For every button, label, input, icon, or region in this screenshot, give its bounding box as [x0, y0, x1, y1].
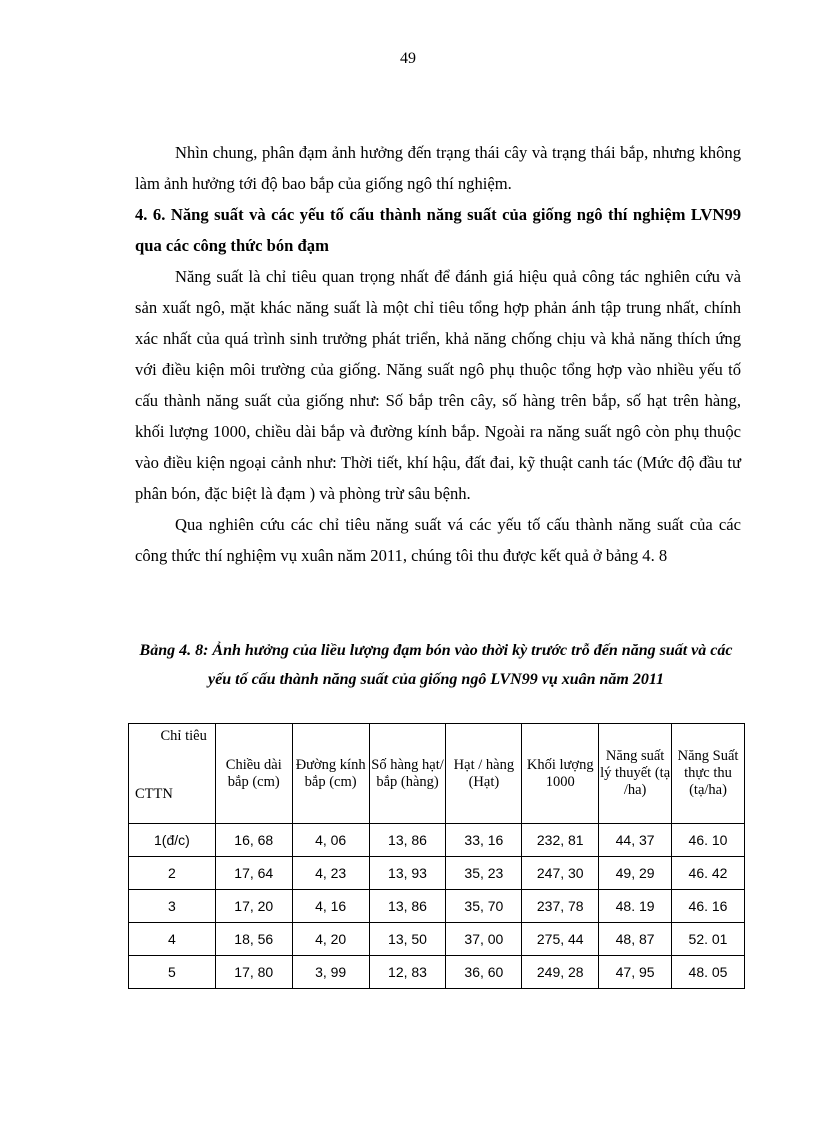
- column-header: Năng Suất thực thu (tạ/ha): [672, 724, 745, 824]
- column-header: Đường kính bắp (cm): [292, 724, 369, 824]
- table-caption: Bảng 4. 8: Ảnh hưởng của liều lượng đạm bón vào thời kỳ trước trỗ đến năng suất và các yếu tố cấu thành năng suất của giống ngô LVN99 vụ xuân năm 2011: [139, 642, 733, 688]
- table-cell: 17, 64: [215, 857, 292, 890]
- table-cell: 232, 81: [522, 824, 599, 857]
- table-cell: 33, 16: [446, 824, 522, 857]
- table-cell-formula: 3: [129, 890, 216, 923]
- table-cell: 12, 83: [369, 956, 446, 989]
- column-header: Khối lượng 1000: [522, 724, 599, 824]
- table-cell-formula: 2: [129, 857, 216, 890]
- paragraph-yield-intro: Năng suất là chỉ tiêu quan trọng nhất để đánh giá hiệu quả công tác nghiên cứu và sản xuất ngô, mặt khác năng suất là một chỉ tiêu tổng hợp phản ánh tập trung nhất, chính xác nhất của quá trình sinh trưởng phát triển, khả năng chống chịu và khả năng thích ứng với điều kiện môi trường của giống. Năng suất ngô phụ thuộc tổng hợp vào nhiều yếu tố cấu thành năng suất của giống như: Số bắp trên cây, số hàng trên bắp, số hạt trên hàng, khối lượng 1000, chiều dài bắp và đường kính bắp. Ngoài ra năng suất ngô còn phụ thuộc vào điều kiện ngoại cảnh như: Thời tiết, khí hậu, đất đai, kỹ thuật canh tác (Mức độ đầu tư phân bón, đặc biệt là đạm ) và phòng trừ sâu bệnh.: [135, 267, 741, 503]
- column-header: Số hàng hạt/ bắp (hàng): [369, 724, 446, 824]
- column-header: Hạt / hàng (Hạt): [446, 724, 522, 824]
- table-cell: 37, 00: [446, 923, 522, 956]
- table-cell-formula: 4: [129, 923, 216, 956]
- table-cell: 46. 16: [672, 890, 745, 923]
- table-row: [129, 890, 745, 923]
- table-cell: 48. 19: [599, 890, 672, 923]
- table-header-row: [129, 724, 745, 824]
- table-cell: 35, 70: [446, 890, 522, 923]
- table-cell: 48, 87: [599, 923, 672, 956]
- yield-table: [128, 723, 745, 989]
- paragraph-results-intro: Qua nghiên cứu các chỉ tiêu năng suất vá các yếu tố cấu thành năng suất của các công thức thí nghiệm vụ xuân năm 2011, chúng tôi thu được kết quả ở bảng 4. 8: [135, 515, 741, 565]
- table-cell: 249, 28: [522, 956, 599, 989]
- table-row: [129, 956, 745, 989]
- corner-bottom-label: CTTN: [135, 786, 173, 802]
- table-cell: 44, 37: [599, 824, 672, 857]
- table-cell: 4, 16: [292, 890, 369, 923]
- table-row: [129, 824, 745, 857]
- table-cell: 17, 80: [215, 956, 292, 989]
- table-cell: 13, 93: [369, 857, 446, 890]
- corner-top-label: Chỉ tiêu: [160, 728, 207, 744]
- table-cell: 4, 20: [292, 923, 369, 956]
- body-text: [135, 137, 741, 571]
- table-cell: 46. 42: [672, 857, 745, 890]
- column-header: Năng suất lý thuyết (tạ /ha): [599, 724, 672, 824]
- table-cell: 36, 60: [446, 956, 522, 989]
- table-cell: 18, 56: [215, 923, 292, 956]
- page-number: 49: [400, 50, 416, 67]
- table-cell: 35, 23: [446, 857, 522, 890]
- table-row: [129, 923, 745, 956]
- table-cell: 52. 01: [672, 923, 745, 956]
- table-cell: 237, 78: [522, 890, 599, 923]
- table-cell: 13, 86: [369, 824, 446, 857]
- table-cell: 48. 05: [672, 956, 745, 989]
- table-cell: 4, 06: [292, 824, 369, 857]
- table-cell: 3, 99: [292, 956, 369, 989]
- table-cell: 247, 30: [522, 857, 599, 890]
- table-cell: 49, 29: [599, 857, 672, 890]
- table-cell: 47, 95: [599, 956, 672, 989]
- table-cell-formula: 5: [129, 956, 216, 989]
- paragraph-summary: Nhìn chung, phân đạm ảnh hưởng đến trạng thái cây và trạng thái bắp, nhưng không làm ảnh hưởng tới độ bao bắp của giống ngô thí nghiệm.: [135, 143, 741, 193]
- table-cell: 275, 44: [522, 923, 599, 956]
- table-row: [129, 857, 745, 890]
- table-cell: 16, 68: [215, 824, 292, 857]
- table-cell-formula: 1(đ/c): [129, 824, 216, 857]
- column-header: Chiều dài bắp (cm): [215, 724, 292, 824]
- table-cell: 4, 23: [292, 857, 369, 890]
- table-cell: 17, 20: [215, 890, 292, 923]
- table-cell: 46. 10: [672, 824, 745, 857]
- section-heading: 4. 6. Năng suất và các yếu tố cấu thành năng suất của giống ngô thí nghiệm LVN99 qua các công thức bón đạm: [135, 205, 741, 255]
- table-cell: 13, 50: [369, 923, 446, 956]
- table-corner-header: [129, 724, 216, 824]
- table-cell: 13, 86: [369, 890, 446, 923]
